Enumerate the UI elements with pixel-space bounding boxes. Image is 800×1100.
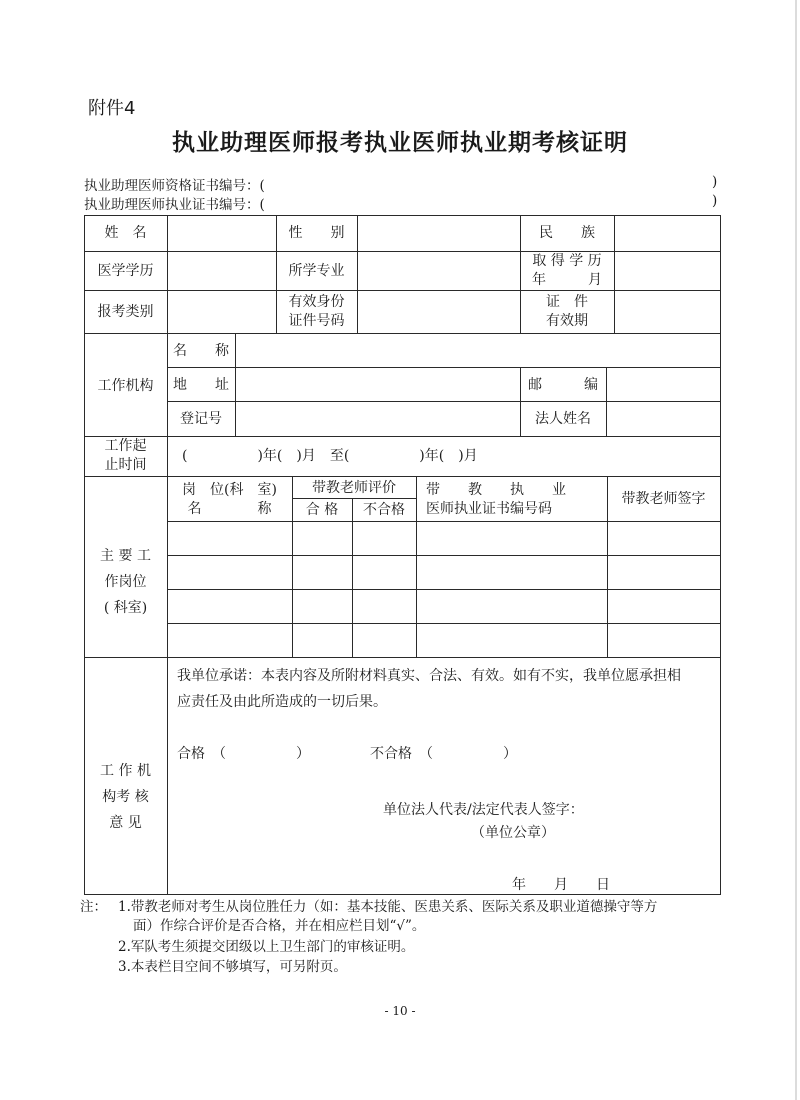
note-1a: 1.带教老师对考生从岗位胜任力（如：基本技能、医患关系、医际关系及职业道德操守等方 — [118, 899, 658, 915]
col-teacher-sign: 带教老师签字 — [621, 491, 706, 507]
label-inst-postcode: 邮 编 — [528, 377, 598, 393]
label-posts-3: ( 科室) — [103, 600, 148, 616]
legal-rep-signature: 单位法人代表/法定代表人签字： — [383, 802, 584, 818]
note-3: 3.本表栏目空间不够填写，可另附页。 — [118, 959, 347, 975]
label-opinion-3: 意 见 — [109, 815, 142, 831]
label-id-2: 证件号码 — [288, 313, 345, 329]
label-posts-2: 作岗位 — [104, 574, 147, 590]
label-gender: 性 别 — [288, 225, 345, 241]
col-post-2: 名 称 — [187, 501, 272, 517]
label-education: 医学学历 — [97, 263, 154, 279]
opinion-pass: 合格 （ ） — [177, 746, 310, 762]
label-inst-legal-person: 法人姓名 — [535, 411, 591, 427]
label-validity-2: 有效期 — [546, 313, 588, 329]
label-inst-name: 名 称 — [173, 343, 229, 359]
work-period-fields: ( )年( )月 至( )年( )月 — [182, 448, 478, 464]
label-posts-1: 主 要 工 — [100, 548, 151, 564]
note-2: 2.军队考生须提交团级以上卫生部门的审核证明。 — [118, 939, 415, 955]
notes-label: 注： — [80, 899, 107, 915]
label-major: 所学专业 — [288, 263, 345, 279]
unit-seal: （单位公章） — [471, 825, 555, 841]
label-name: 姓 名 — [104, 225, 147, 241]
opinion-fail: 不合格 （ ） — [370, 746, 517, 762]
promise-line-1: 我单位承诺：本表内容及所附材料真实、合法、有效。如有不实，我单位愿承担相 — [177, 668, 681, 684]
page-title: 执业助理医师报考执业医师执业期考核证明 — [172, 129, 628, 156]
label-obtain-date-1: 取 得 学 历 — [532, 253, 602, 269]
col-cert-1: 带 教 执 业 — [426, 482, 566, 498]
practice-cert-label: 执业助理医师执业证书编号：( — [84, 197, 265, 213]
qualification-cert-label: 执业助理医师资格证书编号：( — [84, 178, 265, 194]
label-inst-reg-no: 登记号 — [180, 411, 222, 427]
label-institution: 工作机构 — [97, 378, 154, 394]
label-exam-category: 报考类别 — [97, 304, 154, 320]
attachment-label: 附件4 — [88, 98, 136, 119]
label-validity-1: 证 件 — [546, 294, 588, 310]
qualification-cert-close: ) — [712, 174, 718, 190]
label-work-period-1: 工作起 — [104, 438, 147, 454]
col-cert-2: 医师执业证书编号码 — [426, 501, 552, 517]
page-number: - 10 - — [384, 1004, 416, 1018]
label-inst-address: 地 址 — [173, 377, 229, 393]
label-work-period-2: 止时间 — [104, 457, 147, 473]
col-post-1: 岗 位(科 室) — [182, 482, 277, 498]
promise-line-2: 应责任及由此所造成的一切后果。 — [177, 694, 387, 710]
label-id-1: 有效身份 — [288, 294, 345, 310]
col-fail: 不合格 — [363, 502, 405, 518]
practice-cert-close: ) — [712, 193, 718, 209]
col-pass: 合 格 — [305, 502, 339, 518]
label-ethnicity: 民 族 — [539, 225, 595, 241]
col-teacher-eval: 带教老师评价 — [312, 480, 396, 496]
label-opinion-2: 构考 核 — [102, 789, 149, 805]
opinion-date: 年 月 日 — [512, 877, 610, 893]
label-opinion-1: 工 作 机 — [100, 763, 151, 779]
note-1b: 面）作综合评价是否合格，并在相应栏目划“√”。 — [133, 918, 426, 934]
label-obtain-date-2: 年 月 — [532, 272, 602, 288]
